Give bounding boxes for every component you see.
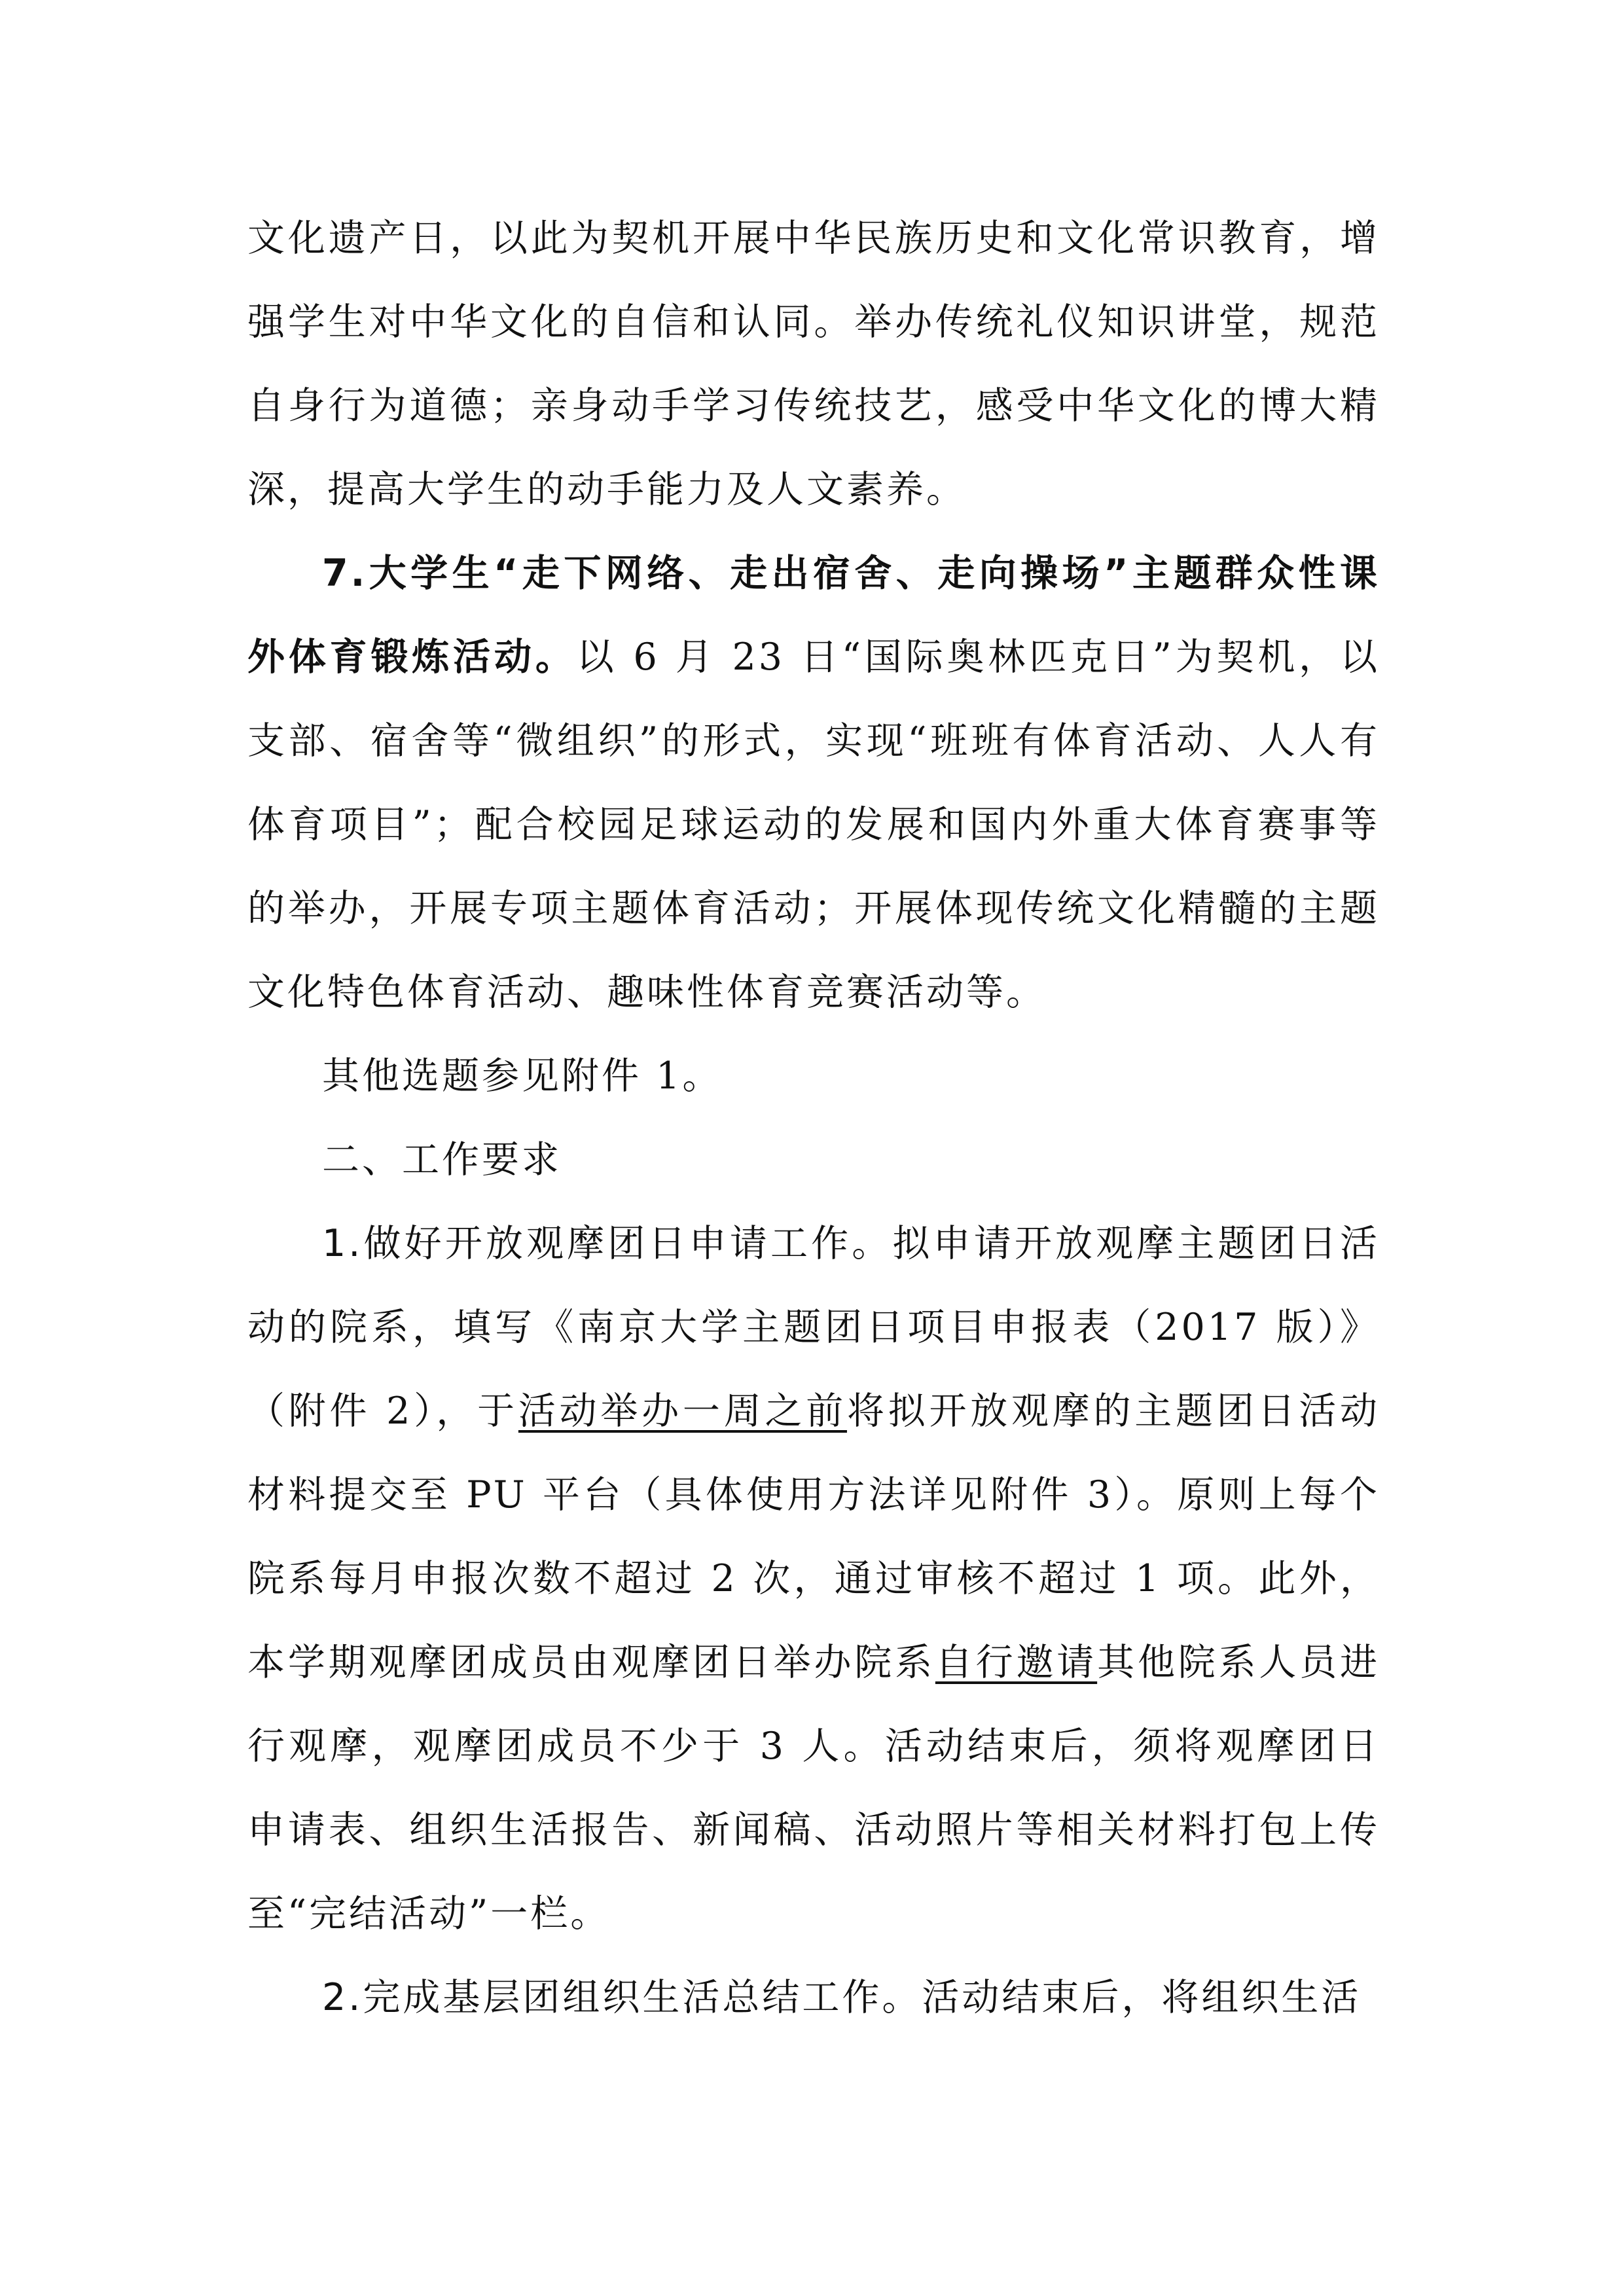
- paragraph-text: 其他院系人员进行观摩，观摩团成员不少于 3 人。活动结束后，须将观摩团日申请表、组织生活报告、新闻稿、活动照片等相关材料打包上传至“完结活动”一栏。: [247, 1641, 1380, 1935]
- paragraph-text: 将拟开放观摩的主题团日活动材料提交至 PU 平台（具体使用方法详见附件 3）。原则上每个院系每月申报次数不超过 2 次，通过审核不超过 1 项。此外，本学期观摩团成员由观摩团日举办院系: [247, 1390, 1380, 1684]
- section-heading-text: 二、工作要求: [322, 1138, 562, 1181]
- underlined-deadline: 活动举办一周之前: [518, 1390, 847, 1433]
- paragraph-cultural-heritage: [247, 196, 1380, 531]
- paragraph-summary-work: [247, 1956, 1380, 2039]
- paragraph-text: 拟申请开放观摩主题团日活动的院系，填写《南京大学主题团日项目申报表（2017 版）》（附件 2），于: [247, 1222, 1380, 1433]
- document-body: [247, 196, 1380, 2039]
- paragraph-text: 文化遗产日，以此为契机开展中华民族历史和文化常识教育，增强学生对中华文化的自信和认同。举办传统礼仪知识讲堂，规范自身行为道德；亲身动手学习传统技艺，感受中华文化的博大精深，提高大学生的动手能力及人文素养。: [247, 217, 1380, 511]
- paragraph-other-topics: [247, 1034, 1380, 1118]
- paragraph-text: 其他选题参见附件 1。: [322, 1054, 723, 1098]
- paragraph-sports-activity: [247, 531, 1380, 1034]
- paragraph-open-observation: [247, 1202, 1380, 1956]
- item-2-title: 2.完成基层团组织生活总结工作。: [322, 1976, 922, 2019]
- section-heading-work-requirements: [247, 1118, 1380, 1202]
- item-1-title: 1.做好开放观摩团日申请工作。: [322, 1222, 893, 1265]
- item-7-title: 7.大学生“走下网络、走出宿舍、走向操场”主题群众性课外体育锻炼活动。: [247, 552, 1380, 679]
- paragraph-text: 以 6 月 23 日“国际奥林匹克日”为契机，以支部、宿舍等“微组织”的形式，实现“班班有体育活动、人人有体育项目”；配合校园足球运动的发展和国内外重大体育赛事等的举办，开展专项主题体育活动；开展体现传统文化精髓的主题文化特色体育活动、趣味性体育竞赛活动等。: [247, 636, 1380, 1014]
- underlined-self-invite: 自行邀请: [935, 1641, 1098, 1684]
- paragraph-text: 活动结束后，将组织生活: [922, 1976, 1362, 2019]
